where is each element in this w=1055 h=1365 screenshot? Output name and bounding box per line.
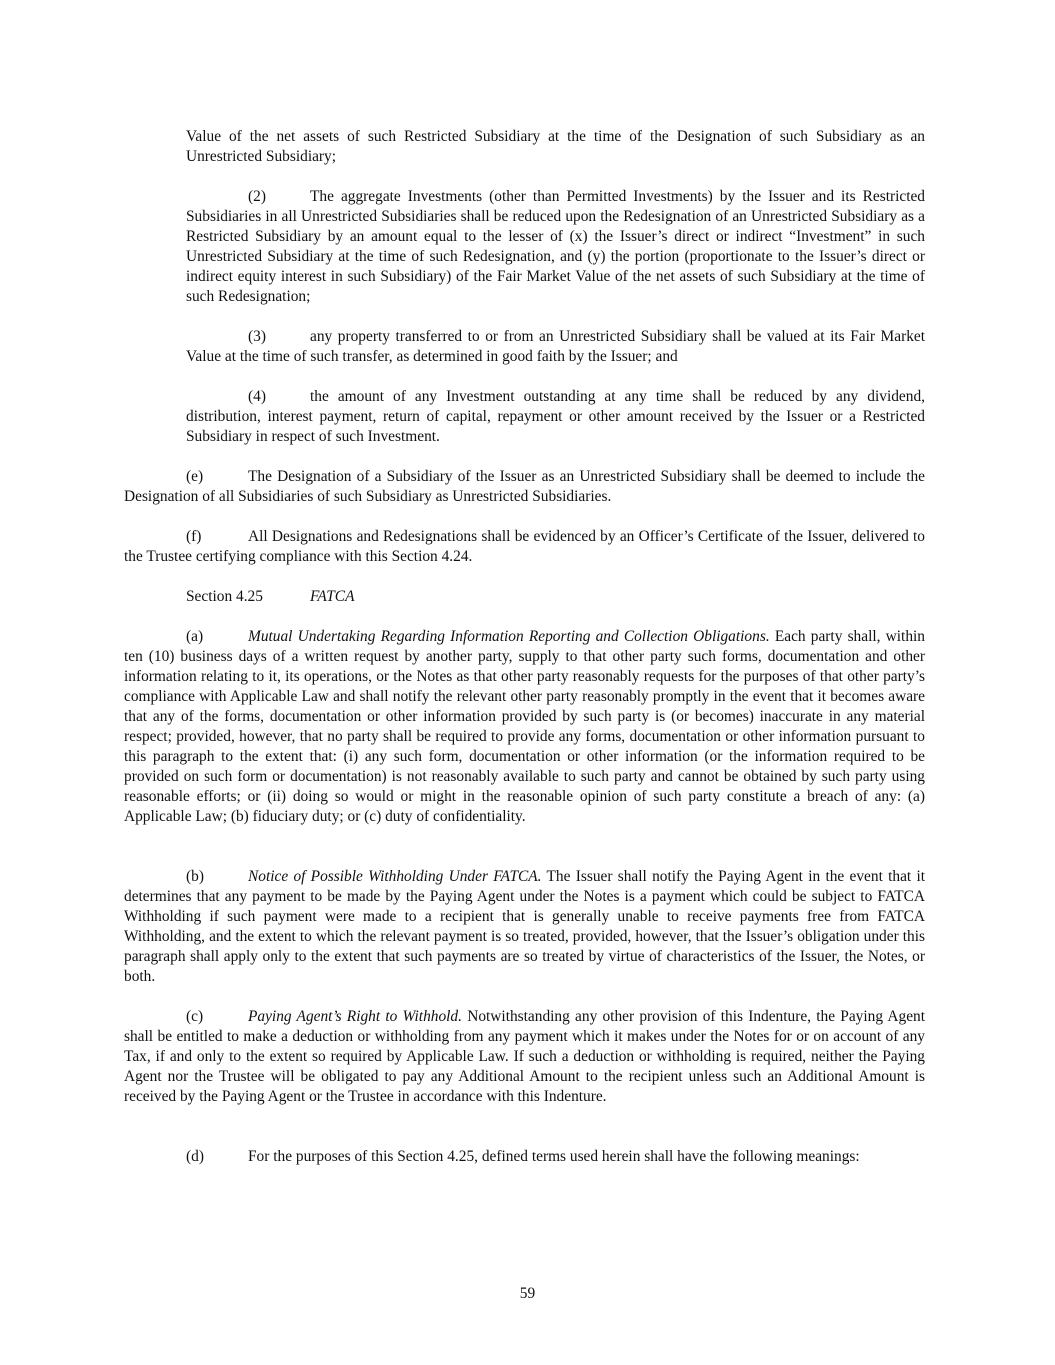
clause-number: (b) bbox=[186, 868, 204, 885]
list-item-text: any property transferred to or from an Unrestricted Subsidiary shall be valued at its Fair Market Value at the time of such transfer, as determined in good faith by the Issuer; and bbox=[186, 328, 925, 365]
fatca-clause-b bbox=[124, 867, 925, 987]
clause-text: Each party shall, within ten (10) business days of a written request by another party, supply to that other party such forms, documentation and other information relating to it, its operations, or the Notes as that other party reasonably requests for the purposes of that other party’s compliance with Applicable Law and shall notify the relevant other party reasonably promptly in the event that it becomes aware that any of the forms, documentation or other information provided by such party is (or becomes) inaccurate in any material respect; provided, however, that no party shall be required to provide any forms, documentation or other information pursuant to this paragraph to the extent that: (i) any such form, documentation or other information (or the information required to be provided on such form or documentation) is not reasonably available to such party and cannot be obtained by such party using reasonable efforts; or (ii) doing so would or might in the reasonable opinion of such party constitute a breach of any: (a) Applicable Law; (b) fiduciary duty; or (c) duty of confidentiality. bbox=[124, 628, 925, 825]
clause-title: Notice of Possible Withholding Under FATCA. bbox=[248, 868, 542, 885]
list-item-3 bbox=[186, 327, 925, 367]
list-item-number: (3) bbox=[248, 328, 266, 345]
clause-e bbox=[124, 467, 925, 507]
fatca-clause-d bbox=[124, 1147, 925, 1167]
clause-number: (f) bbox=[186, 528, 202, 545]
clause-text: Notwithstanding any other provision of this Indenture, the Paying Agent shall be entitled to make a deduction or withholding from any payment which it makes under the Notes for or on account of any Tax, if and only to the extent so required by Applicable Law. If such a deduction or withholding is required, neither the Paying Agent nor the Trustee will be obligated to pay any Additional Amount to the recipient unless such an Additional Amount is received by the Paying Agent or the Trustee in accordance with this Indenture. bbox=[124, 1008, 925, 1105]
clause-f bbox=[124, 527, 925, 567]
section-heading bbox=[186, 587, 354, 607]
list-item-text: the amount of any Investment outstanding at any time shall be reduced by any dividend, distribution, interest payment, return of capital, repayment or other amount received by the Issuer or a Restricted Subsidiary in respect of such Investment. bbox=[186, 388, 925, 445]
fatca-clause-c bbox=[124, 1007, 925, 1107]
list-item-number: (4) bbox=[248, 388, 266, 405]
list-item-4 bbox=[186, 387, 925, 447]
clause-number: (e) bbox=[186, 468, 204, 485]
list-item-number: (2) bbox=[248, 188, 266, 205]
clause-number: (c) bbox=[186, 1008, 204, 1025]
clause-text: The Designation of a Subsidiary of the Issuer as an Unrestricted Subsidiary shall be deemed to include the Designation of all Subsidiaries of such Subsidiary as Unrestricted Subsidiaries. bbox=[124, 468, 925, 505]
fatca-clause-a bbox=[124, 627, 925, 827]
clause-text: All Designations and Redesignations shall be evidenced by an Officer’s Certificate of the Issuer, delivered to the Trustee certifying compliance with this Section 4.24. bbox=[124, 528, 925, 565]
section-label: Section 4.25 bbox=[186, 588, 263, 605]
clause-title: Paying Agent’s Right to Withhold. bbox=[248, 1008, 462, 1025]
section-title: FATCA bbox=[310, 588, 355, 605]
clause-number: (d) bbox=[186, 1148, 204, 1165]
page-number: 59 bbox=[519, 1285, 536, 1302]
clause-text: The Issuer shall notify the Paying Agent in the event that it determines that any payment to be made by the Paying Agent under the Notes is a payment which could be subject to FATCA Withholding if such payment were made to a recipient that is generally unable to receive payments free from FATCA Withholding, and the extent to which the relevant payment is so treated, provided, however, that the Issuer’s obligation under this paragraph shall apply only to the extent that such payments are so treated by virtue of characteristics of the Issuer, the Notes, or both. bbox=[124, 868, 926, 985]
list-item-text: The aggregate Investments (other than Permitted Investments) by the Issuer and its Restricted Subsidiaries in all Unrestricted Subsidiaries shall be reduced upon the Redesignation of an Unrestricted Subsidiary as a Restricted Subsidiary by an amount equal to the lesser of (x) the Issuer’s direct or indirect “Investment” in such Unrestricted Subsidiary at the time of such Redesignation, and (y) the portion (proportionate to the Issuer’s direct or indirect equity interest in such Subsidiary) of the Fair Market Value of the net assets of such Subsidiary at the time of such Redesignation; bbox=[186, 188, 925, 305]
clause-number: (a) bbox=[186, 628, 204, 645]
clause-text: For the purposes of this Section 4.25, defined terms used herein shall have the following meanings: bbox=[248, 1148, 860, 1165]
list-item-2 bbox=[186, 187, 925, 307]
clause-title: Mutual Undertaking Regarding Information Reporting and Collection Obligations. bbox=[248, 628, 770, 645]
continuation-paragraph: Value of the net assets of such Restricted Subsidiary at the time of the Designation of such Subsidiary as an Unrestricted Subsidiary; bbox=[186, 128, 925, 165]
